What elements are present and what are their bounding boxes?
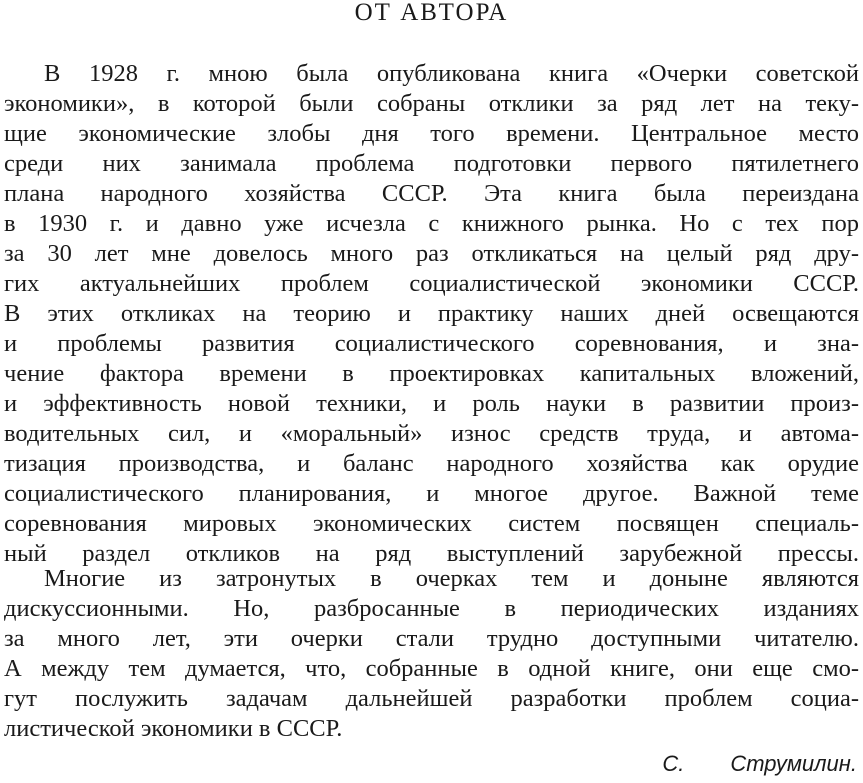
paragraph-1-line: и проблемы развития социалистического соревнования, и зна- [4,330,859,357]
paragraph-2-line: Многие из затронутых в очерках тем и доныне являются [44,565,859,592]
paragraph-1-line: в 1930 г. и давно уже исчезла с книжного рынка. Но с тех пор [4,210,859,237]
paragraph-1-line: ный раздел откликов на ряд выступлений зарубежной прессы. [4,540,859,567]
paragraph-1-line: за 30 лет мне довелось много раз откликаться на целый ряд дру- [4,240,859,267]
paragraph-1-line: тизация производства, и баланс народного хозяйства как орудие [4,450,859,477]
page-title: ОТ АВТОРА [354,0,509,26]
paragraph-1-line: социалистического планирования, и многое другое. Важной теме [4,480,859,507]
paragraph-1-line: среди них занимала проблема подготовки первого пятилетнего [4,150,859,177]
paragraph-1-line: плана народного хозяйства СССР. Эта книга была переиздана [4,180,859,207]
paragraph-2-line: дискуссионными. Но, разбросанные в периодических изданиях [4,595,859,622]
paragraph-1-line: соревнования мировых экономических систем посвящен специаль- [4,510,859,537]
paragraph-2-line: за много лет, эти очерки стали трудно доступными читателю. [4,625,859,652]
paragraph-1-line: и эффективность новой техники, и роль науки в развитии произ- [4,390,859,417]
paragraph-1-line: В 1928 г. мною была опубликована книга «Очерки советской [44,60,859,87]
paragraph-1-line: экономики», в которой были собраны отклики за ряд лет на теку- [4,90,859,117]
paragraph-1-line: водительных сил, и «моральный» износ средств труда, и автома- [4,420,859,447]
signature-surname: Струмилин. [730,751,857,776]
paragraph-1-line: чение фактора времени в проектировках капитальных вложений, [4,360,859,387]
signature-initial: С. [662,751,685,776]
paragraph-1-line: щие экономические злобы дня того времени. Центральное место [4,120,859,147]
paragraph-2-line: А между тем думается, что, собранные в одной книге, они еще смо- [4,655,859,682]
paragraph-2-line: гут послужить задачам дальнейшей разработки проблем социа- [4,685,859,712]
paragraph-1-line: В этих откликах на теорию и практику наших дней освещаются [4,300,859,327]
paragraph-1-line: гих актуальнейших проблем социалистической экономики СССР. [4,270,859,297]
author-signature [662,749,857,779]
paragraph-2-line: листической экономики в СССР. [4,715,343,742]
